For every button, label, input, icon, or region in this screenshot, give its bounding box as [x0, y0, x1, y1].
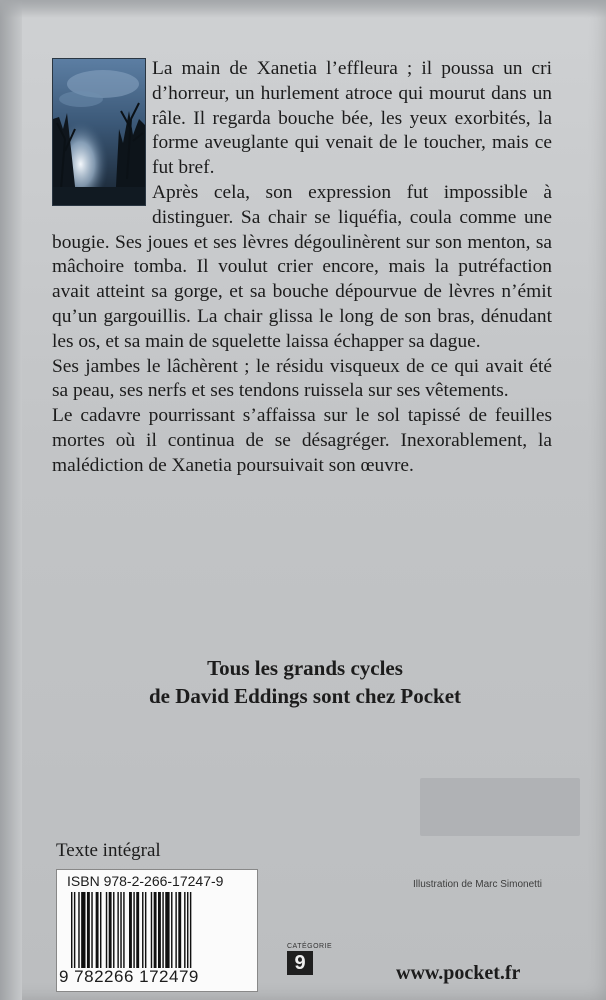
- excerpt-paragraph-4: Le cadavre pourrissant s’affaissa sur le sol tapissé de feuilles mortes où il continua de se désagréger. Inexorablement, la malédiction de Xanetia poursuivait son œuvre.: [52, 405, 552, 476]
- isbn-label: ISBN 978-2-266-17247-9: [67, 873, 224, 889]
- excerpt-paragraph-3: Ses jambes le lâchèrent ; le résidu visqueux de ce qui avait été sa peau, ses nerfs et ses tendons ruissela sur ses vêtements.: [52, 355, 552, 402]
- price-sticker-residue: [420, 778, 580, 836]
- tagline-line-2: de David Eddings sont chez Pocket: [148, 684, 462, 708]
- category-badge: [287, 943, 333, 975]
- isbn-barcode-panel: [56, 869, 258, 992]
- illustration-credit: Illustration de Marc Simonetti: [413, 879, 542, 890]
- barcode-digits: 9 782266 172479: [59, 967, 199, 986]
- book-excerpt: [52, 57, 552, 479]
- thumbnail-spacer: [52, 57, 152, 207]
- series-tagline: [60, 654, 550, 710]
- category-number: 9: [287, 951, 313, 975]
- excerpt-paragraph-1: La main de Xanetia l’effleura ; il poussa un cri d’horreur, un hurlement atroce qui mourut dans un râle. Il regarda bouche bée, les yeux exorbités, la forme aveuglante qui venait de le toucher, mais ce fut bref.: [152, 58, 552, 179]
- texte-integral-label: Texte intégral: [56, 840, 161, 861]
- publisher-website: www.pocket.fr: [396, 962, 521, 984]
- worn-left-edge: [0, 0, 22, 1000]
- category-label: CATÉGORIE: [287, 943, 333, 950]
- barcode-bars: [69, 892, 245, 970]
- excerpt-paragraph-2: Après cela, son expression fut impossible à distinguer. Sa chair se liquéfia, coula comme une bougie. Ses joues et ses lèvres dégoulinèrent sur son menton, sa mâchoire tomba. Il voulut crier encore, mais la putréfaction avait atteint sa gorge, et sa bouche dépourvue de lèvres n’émit qu’un gargouillis. La chair glissa le long de son bras, dénudant les os, et sa main de squelette laissa échapper sa dague.: [52, 181, 552, 352]
- worn-top-edge: [0, 0, 606, 18]
- tagline-line-1: Tous les grands cycles: [207, 656, 403, 680]
